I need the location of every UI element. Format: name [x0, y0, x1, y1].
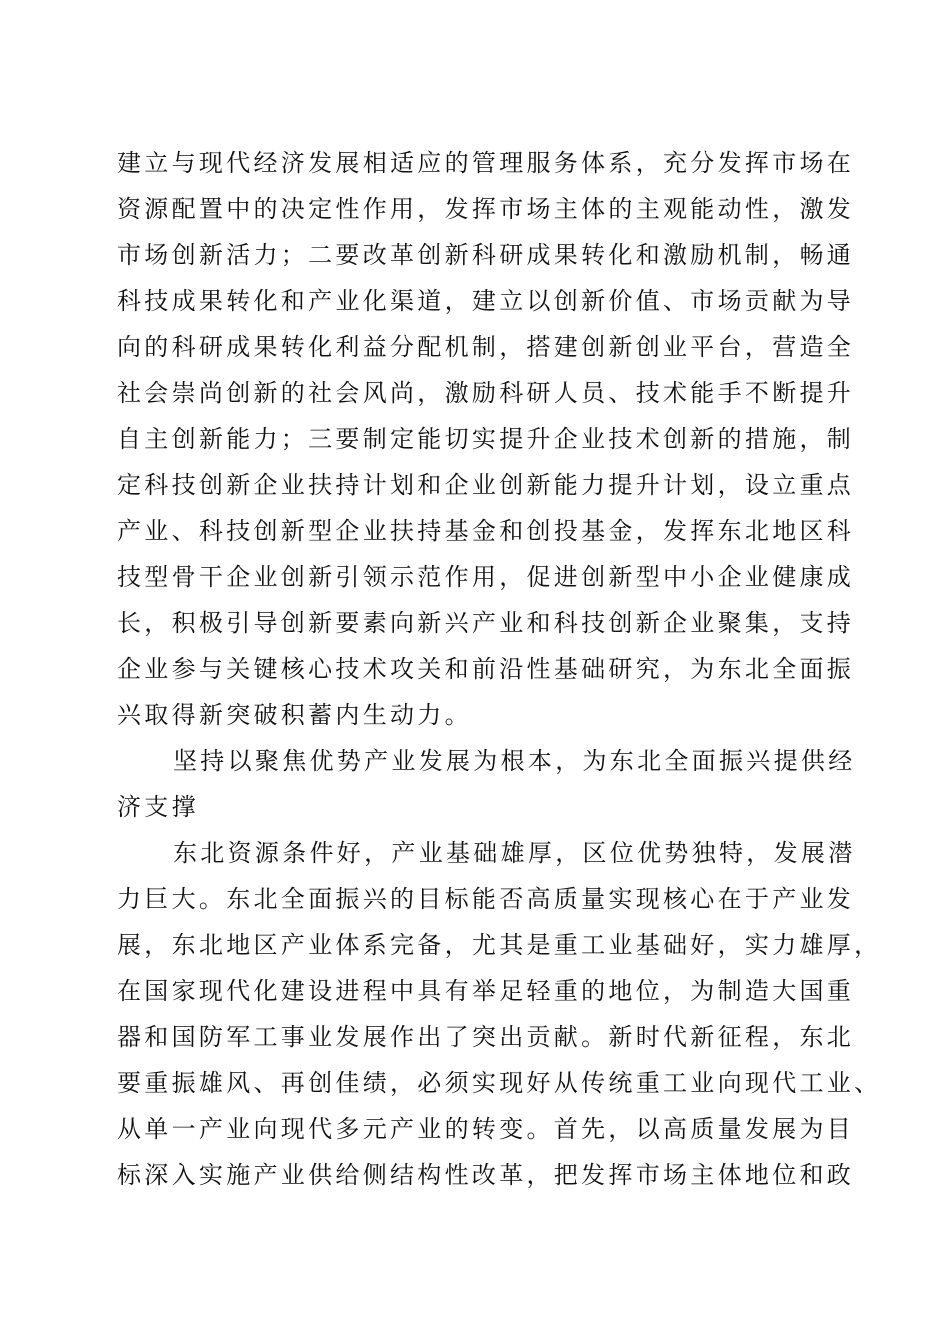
text-line: 自主创新能力；三要制定能切实提升企业技术创新的措施，制 [117, 425, 855, 453]
text-line: 东北资源条件好，产业基础雄厚，区位优势独特，发展潜 [173, 839, 856, 867]
text-line: 向的科研成果转化利益分配机制，搭建创新创业平台，营造全 [117, 333, 855, 361]
text-line: 展，东北地区产业体系完备，尤其是重工业基础好，实力雄厚， [117, 931, 882, 959]
text-line: 要重振雄风、再创佳绩，必须实现好从传统重工业向现代工业、 [117, 1069, 882, 1097]
text-line: 企业参与关键核心技术攻关和前沿性基础研究，为东北全面振 [117, 655, 855, 683]
text-line: 坚持以聚焦优势产业发展为根本，为东北全面振兴提供经 [173, 747, 856, 775]
text-line: 科技成果转化和产业化渠道，建立以创新价值、市场贡献为导 [117, 287, 855, 315]
section-heading [117, 738, 856, 830]
paragraph-1 [117, 140, 855, 738]
text-line: 资源配置中的决定性作用，发挥市场主体的主观能动性，激发 [117, 195, 855, 223]
text-line: 产业、科技创新型企业扶持基金和创投基金，发挥东北地区科 [117, 517, 855, 545]
text-line: 力巨大。东北全面振兴的目标能否高质量实现核心在于产业发 [117, 885, 855, 913]
text-line: 器和国防军工事业发展作出了突出贡献。新时代新征程，东北 [117, 1023, 855, 1051]
text-line: 济支撑 [117, 793, 199, 821]
text-line: 定科技创新企业扶持计划和企业创新能力提升计划，设立重点 [117, 471, 855, 499]
text-line: 在国家现代化建设进程中具有举足轻重的地位，为制造大国重 [117, 977, 855, 1005]
text-line: 长，积极引导创新要素向新兴产业和科技创新企业聚集，支持 [117, 609, 855, 637]
text-line: 市场创新活力；二要改革创新科研成果转化和激励机制，畅通 [117, 241, 855, 269]
text-line: 兴取得新突破积蓄内生动力。 [117, 701, 472, 729]
text-line: 建立与现代经济发展相适应的管理服务体系，充分发挥市场在 [117, 149, 855, 177]
document-body [117, 140, 882, 1198]
text-line: 技型骨干企业创新引领示范作用，促进创新型中小企业健康成 [117, 563, 855, 591]
paragraph-3 [117, 830, 882, 1198]
text-line: 从单一产业向现代多元产业的转变。首先，以高质量发展为目 [117, 1115, 855, 1143]
text-line: 标深入实施产业供给侧结构性改革，把发挥市场主体地位和政 [117, 1161, 855, 1189]
text-line: 社会崇尚创新的社会风尚，激励科研人员、技术能手不断提升 [117, 379, 855, 407]
